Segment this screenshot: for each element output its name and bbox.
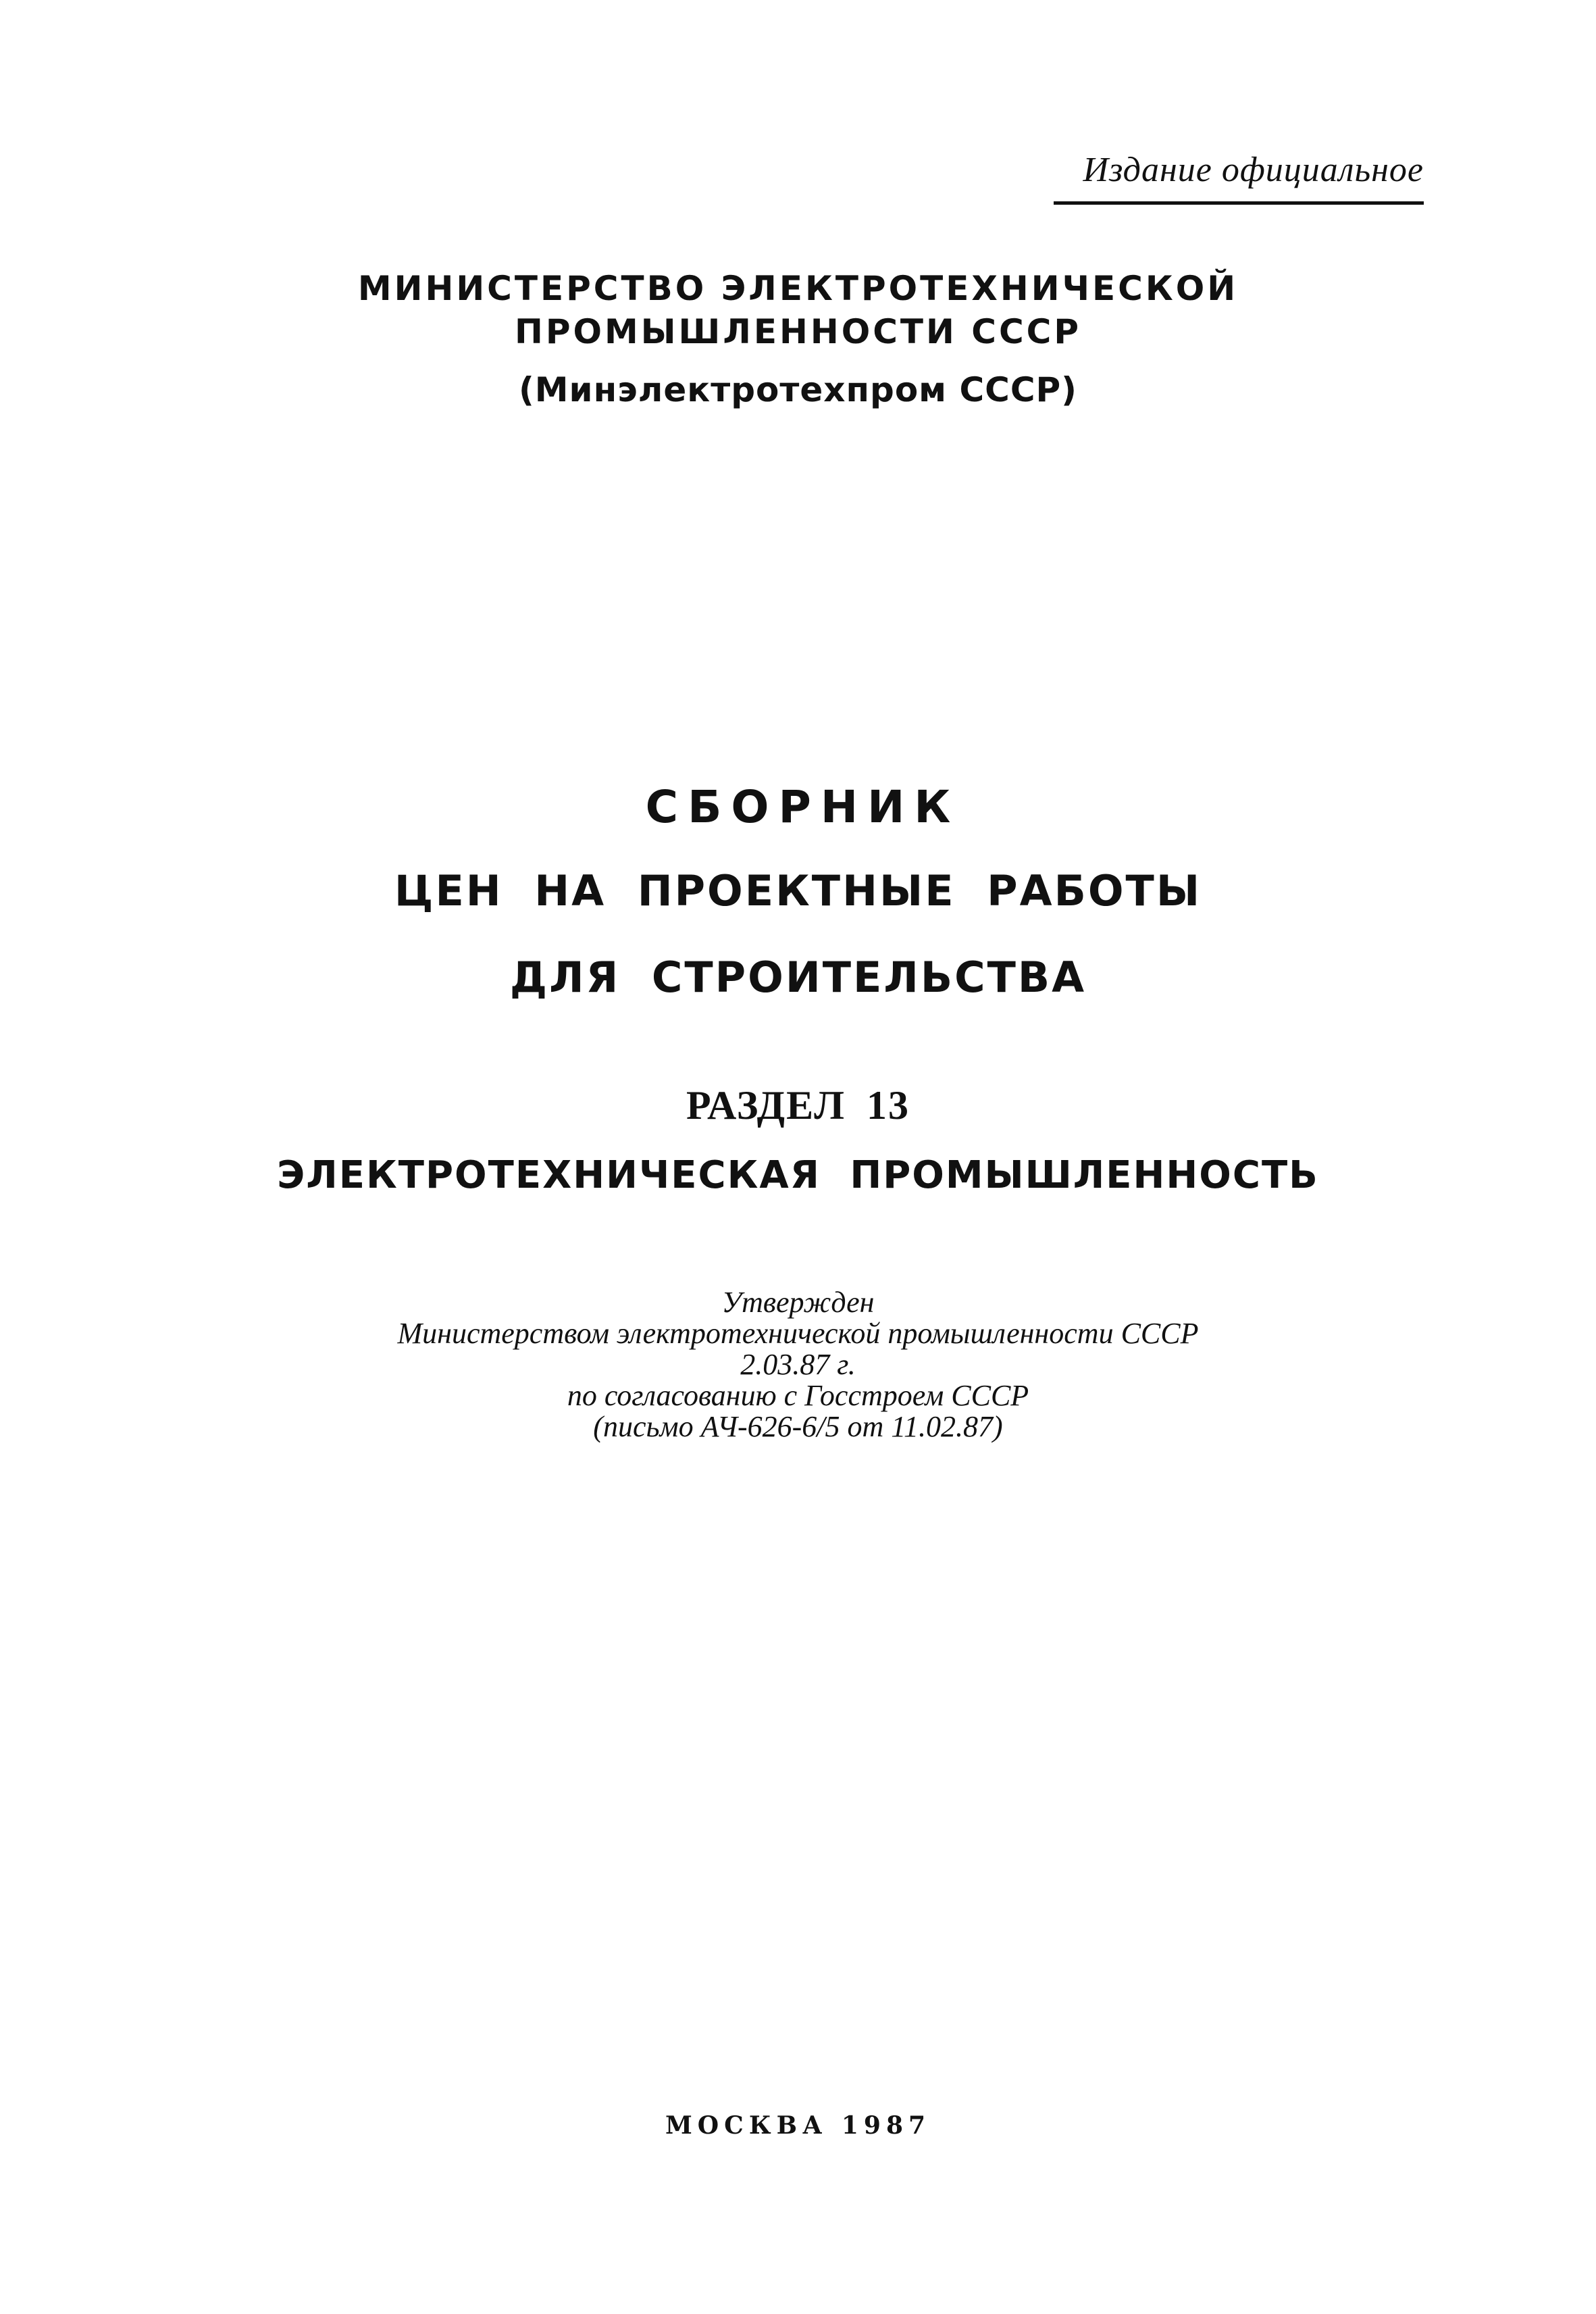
title-line-1: СБОРНИК [645, 781, 960, 833]
title-line-3: ДЛЯ СТРОИТЕЛЬСТВА [509, 953, 1087, 1002]
section-number: РАЗДЕЛ 13 [686, 1083, 910, 1128]
section-heading [0, 1081, 1596, 1200]
approval-line-3: 2.03.87 г. [740, 1348, 856, 1381]
ministry-line-2: ПРОМЫШЛЕННОСТИ СССР [515, 312, 1081, 351]
title-line-2: ЦЕН НА ПРОЕКТНЫЕ РАБОТЫ [394, 866, 1202, 915]
approval-line-1: Утвержден [721, 1286, 875, 1319]
approval-line-5: (письмо АЧ-626-6/5 от 11.02.87) [593, 1410, 1003, 1443]
edition-label: Издание официальное [1083, 151, 1424, 189]
ministry-abbreviation: (Минэлектротехпром СССР) [518, 370, 1078, 409]
ministry-heading [0, 267, 1596, 411]
approval-line-2: Министерством электротехнической промышленности СССР [397, 1317, 1199, 1350]
ministry-line-1: МИНИСТЕРСТВО ЭЛЕКТРОТЕХНИЧЕСКОЙ [357, 269, 1239, 308]
approval-note [0, 1287, 1596, 1442]
edition-underline [1054, 201, 1424, 205]
document-title [0, 780, 1596, 1038]
approval-line-4: по согласованию с Госстроем СССР [567, 1379, 1029, 1412]
publication-place-year: МОСКВА 1987 [665, 2111, 931, 2140]
section-name: ЭЛЕКТРОТЕХНИЧЕСКАЯ ПРОМЫШЛЕННОСТЬ [277, 1153, 1319, 1197]
